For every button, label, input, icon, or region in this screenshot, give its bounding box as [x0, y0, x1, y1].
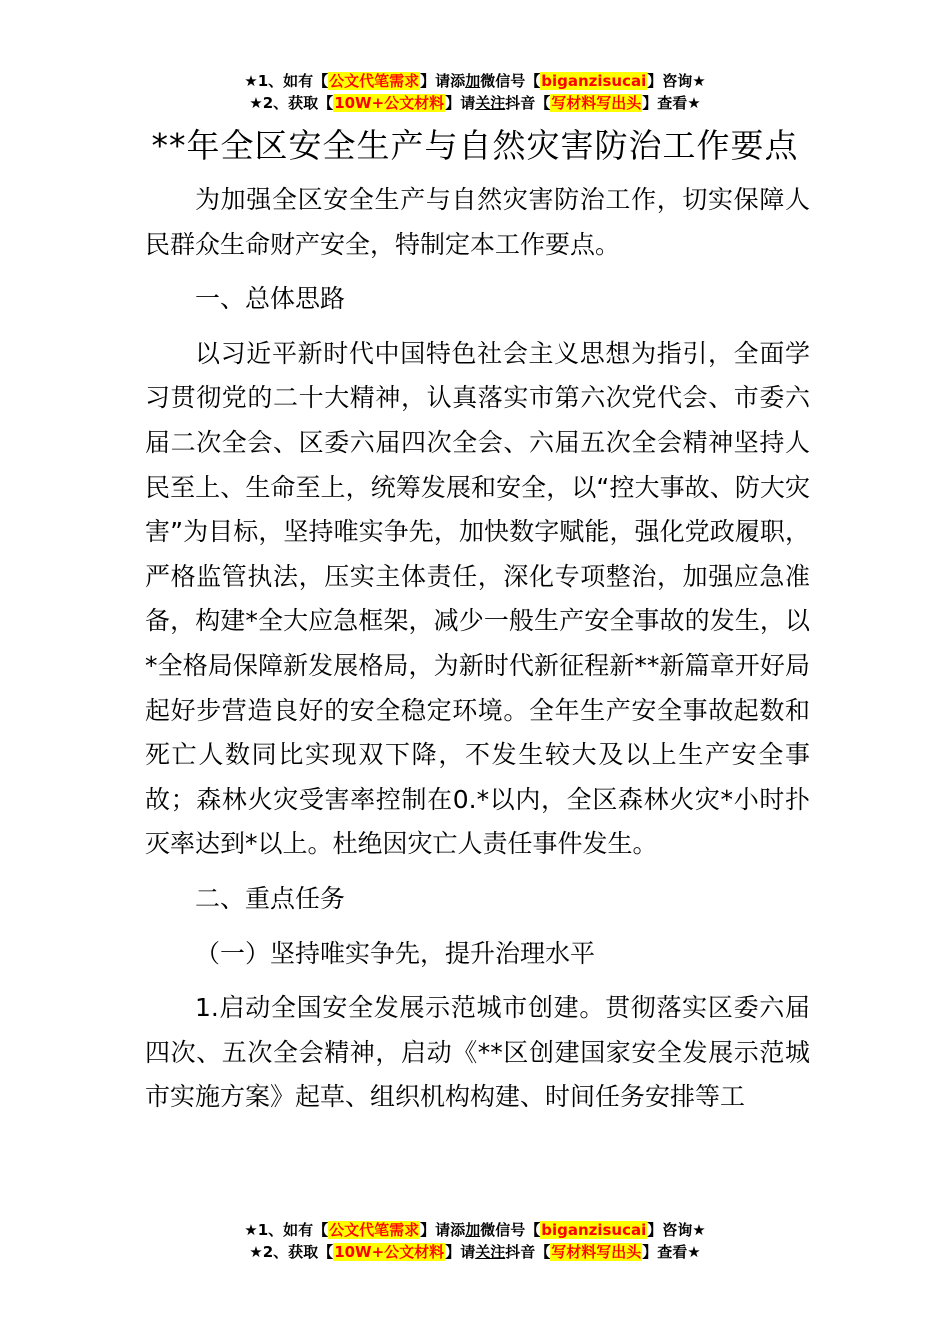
banner-line-2	[0, 92, 950, 114]
banner-text: 抖音【	[505, 94, 551, 112]
banner-underline: 关注	[475, 94, 506, 112]
header-banner	[0, 70, 950, 114]
banner-text: 】咨询★	[647, 1221, 706, 1239]
banner-underline: 加	[465, 1221, 481, 1239]
banner-line-1	[0, 1219, 950, 1241]
banner-text: 】咨询★	[647, 72, 706, 90]
banner-highlight: biganzisucai	[541, 72, 647, 90]
banner-text: 抖音【	[505, 1243, 551, 1261]
paragraph-overall: 以习近平新时代中国特色社会主义思想为指引，全面学习贯彻党的二十大精神，认真落实市第六次党代会、市委六届二次全会、区委六届四次全会、六届五次全会精神坚持人民至上、生命至上，统筹发展和安全，以“控大事故、防大灾害”为目标，坚持唯实争先，加快数字赋能，强化党政履职，严格监管执法，压实主体责任，深化专项整治，加强应急准备，构建*全大应急框架，减少一般生产安全事故的发生，以*全格局保障新发展格局，为新时代新征程新**新篇章开好局起好步营造良好的安全稳定环境。全年生产安全事故起数和死亡人数同比实现双下降，不发生较大及以上生产安全事故；森林火灾受害率控制在0.*以内，全区森林火灾*小时扑灭率达到*以上。杜绝因灾亡人责任事件发生。	[145, 338, 810, 859]
banner-text: ★2、获取【	[249, 94, 334, 112]
section-heading-1: 一、总体思路	[195, 284, 346, 314]
banner-highlight: biganzisucai	[541, 1221, 647, 1239]
paragraph-intro: 为加强全区安全生产与自然灾害防治工作，切实保障人民群众生命财产安全，特制定本工作要点。	[145, 185, 810, 259]
paragraph-task-1: 1.启动全国安全发展示范城市创建。贯彻落实区委六届四次、五次全会精神，启动《**区创建国家安全发展示范城市实施方案》起草、组织机构构建、时间任务安排等工	[145, 993, 810, 1112]
banner-highlight: 写材料写出头	[551, 94, 642, 112]
banner-underline: 加	[465, 72, 481, 90]
banner-highlight: 公文代笔需求	[329, 1221, 420, 1239]
banner-highlight: 公文代笔需求	[329, 72, 420, 90]
banner-highlight: 写材料写出头	[551, 1243, 642, 1261]
banner-line-2	[0, 1241, 950, 1263]
banner-text: 】请	[445, 1243, 476, 1261]
document-body	[145, 178, 810, 1120]
banner-text: ★2、获取【	[249, 1243, 334, 1261]
section-heading-2: 二、重点任务	[195, 883, 346, 913]
banner-text: 微信号【	[480, 1221, 541, 1239]
banner-text: 】请添	[420, 1221, 466, 1239]
footer-banner	[0, 1219, 950, 1263]
banner-text: ★1、如有【	[244, 1221, 329, 1239]
banner-highlight: 10W+公文材料	[334, 94, 445, 112]
banner-text: 微信号【	[480, 72, 541, 90]
banner-text: 】请	[445, 94, 476, 112]
subsection-heading-1: （一）坚持唯实争先，提升治理水平	[195, 938, 596, 968]
banner-underline: 关注	[475, 1243, 506, 1261]
banner-highlight: 10W+公文材料	[334, 1243, 445, 1261]
document-title: **年全区安全生产与自然灾害防治工作要点	[151, 126, 799, 165]
banner-text: ★1、如有【	[244, 72, 329, 90]
banner-text: 】请添	[420, 72, 466, 90]
banner-text: 】查看★	[642, 1243, 701, 1261]
banner-line-1	[0, 70, 950, 92]
banner-text: 】查看★	[642, 94, 701, 112]
